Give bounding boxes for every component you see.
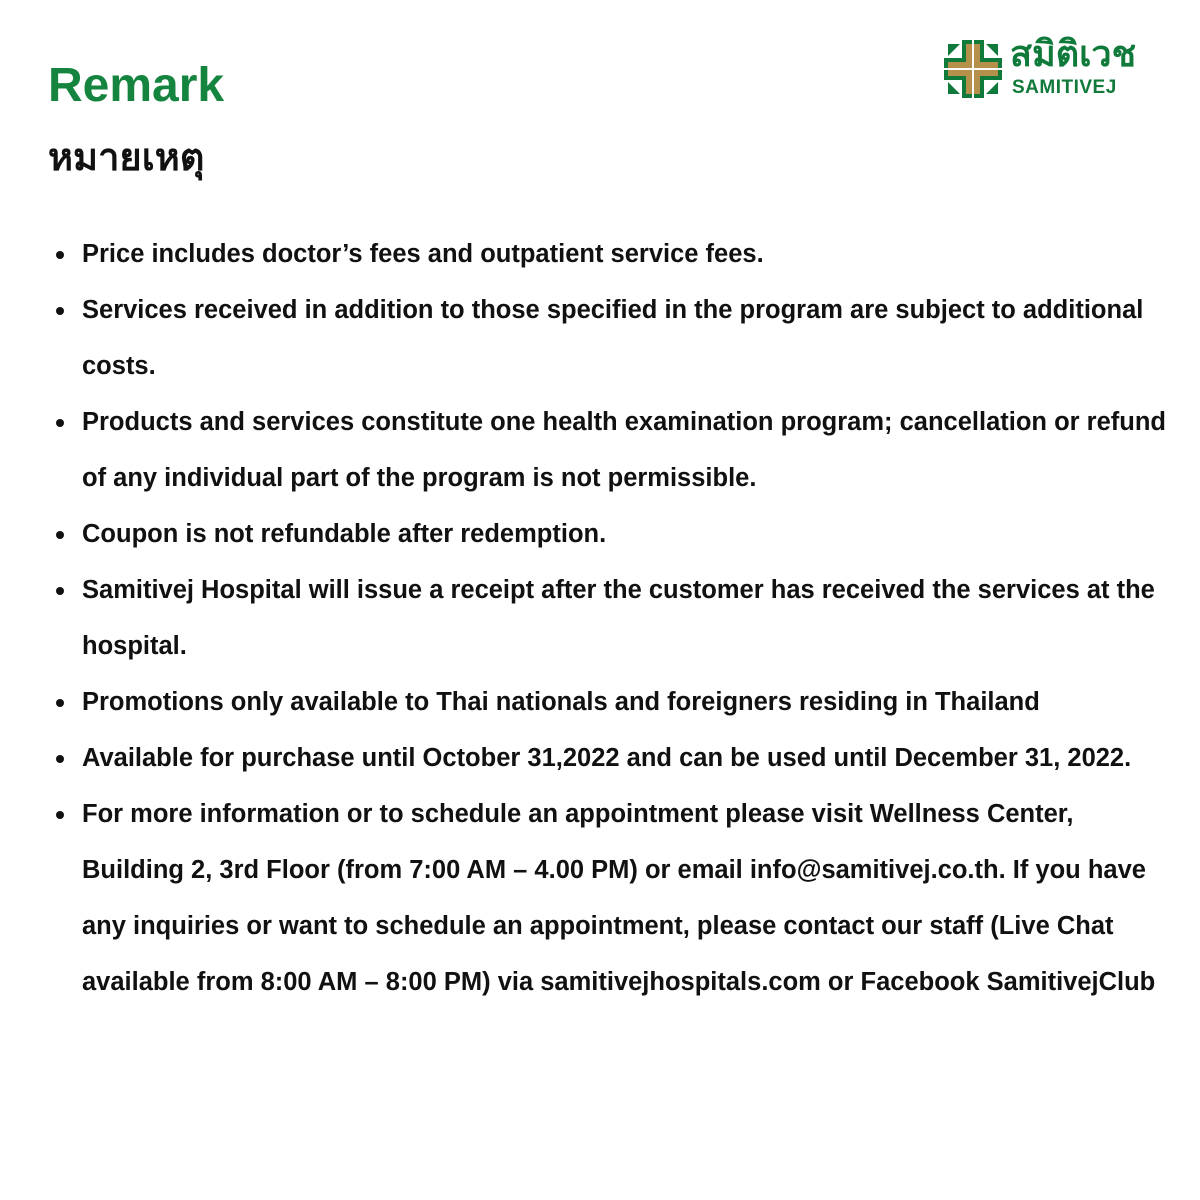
logo-text-thai: สมิติเวช [1010, 33, 1137, 74]
samitivej-cross-logo-icon [944, 40, 1002, 98]
remark-item: For more information or to schedule an appointment please visit Wellness Center, Building 2, 3rd Floor (from 7:00 AM – 4.00 PM) or email info@samitivej.co.th. If you have any inquiries or want to schedule an appointment, please contact our staff (Live Chat available from 8:00 AM – 8:00 PM) via samitivejhospitals.com or Facebook SamitivejClub [82, 786, 1167, 1010]
remark-item: Services received in addition to those specified in the program are subject to additional costs. [82, 282, 1167, 394]
remark-item: Samitivej Hospital will issue a receipt after the customer has received the services at the hospital. [82, 562, 1167, 674]
page-subtitle-thai: หมายเหตุ [48, 137, 205, 179]
remark-item: Price includes doctor’s fees and outpatient service fees. [82, 226, 1167, 282]
remark-item: Coupon is not refundable after redemption. [82, 506, 1167, 562]
samitivej-logo [944, 33, 1159, 102]
logo-text-english: SAMITIVEJ [1012, 77, 1117, 98]
remark-item: Available for purchase until October 31,2022 and can be used until December 31, 2022. [82, 730, 1167, 786]
remark-item: Products and services constitute one health examination program; cancellation or refund of any individual part of the program is not permissible. [82, 394, 1167, 506]
remarks-list [82, 226, 1167, 1010]
remark-item: Promotions only available to Thai nationals and foreigners residing in Thailand [82, 674, 1167, 730]
page-title: Remark [48, 59, 225, 112]
